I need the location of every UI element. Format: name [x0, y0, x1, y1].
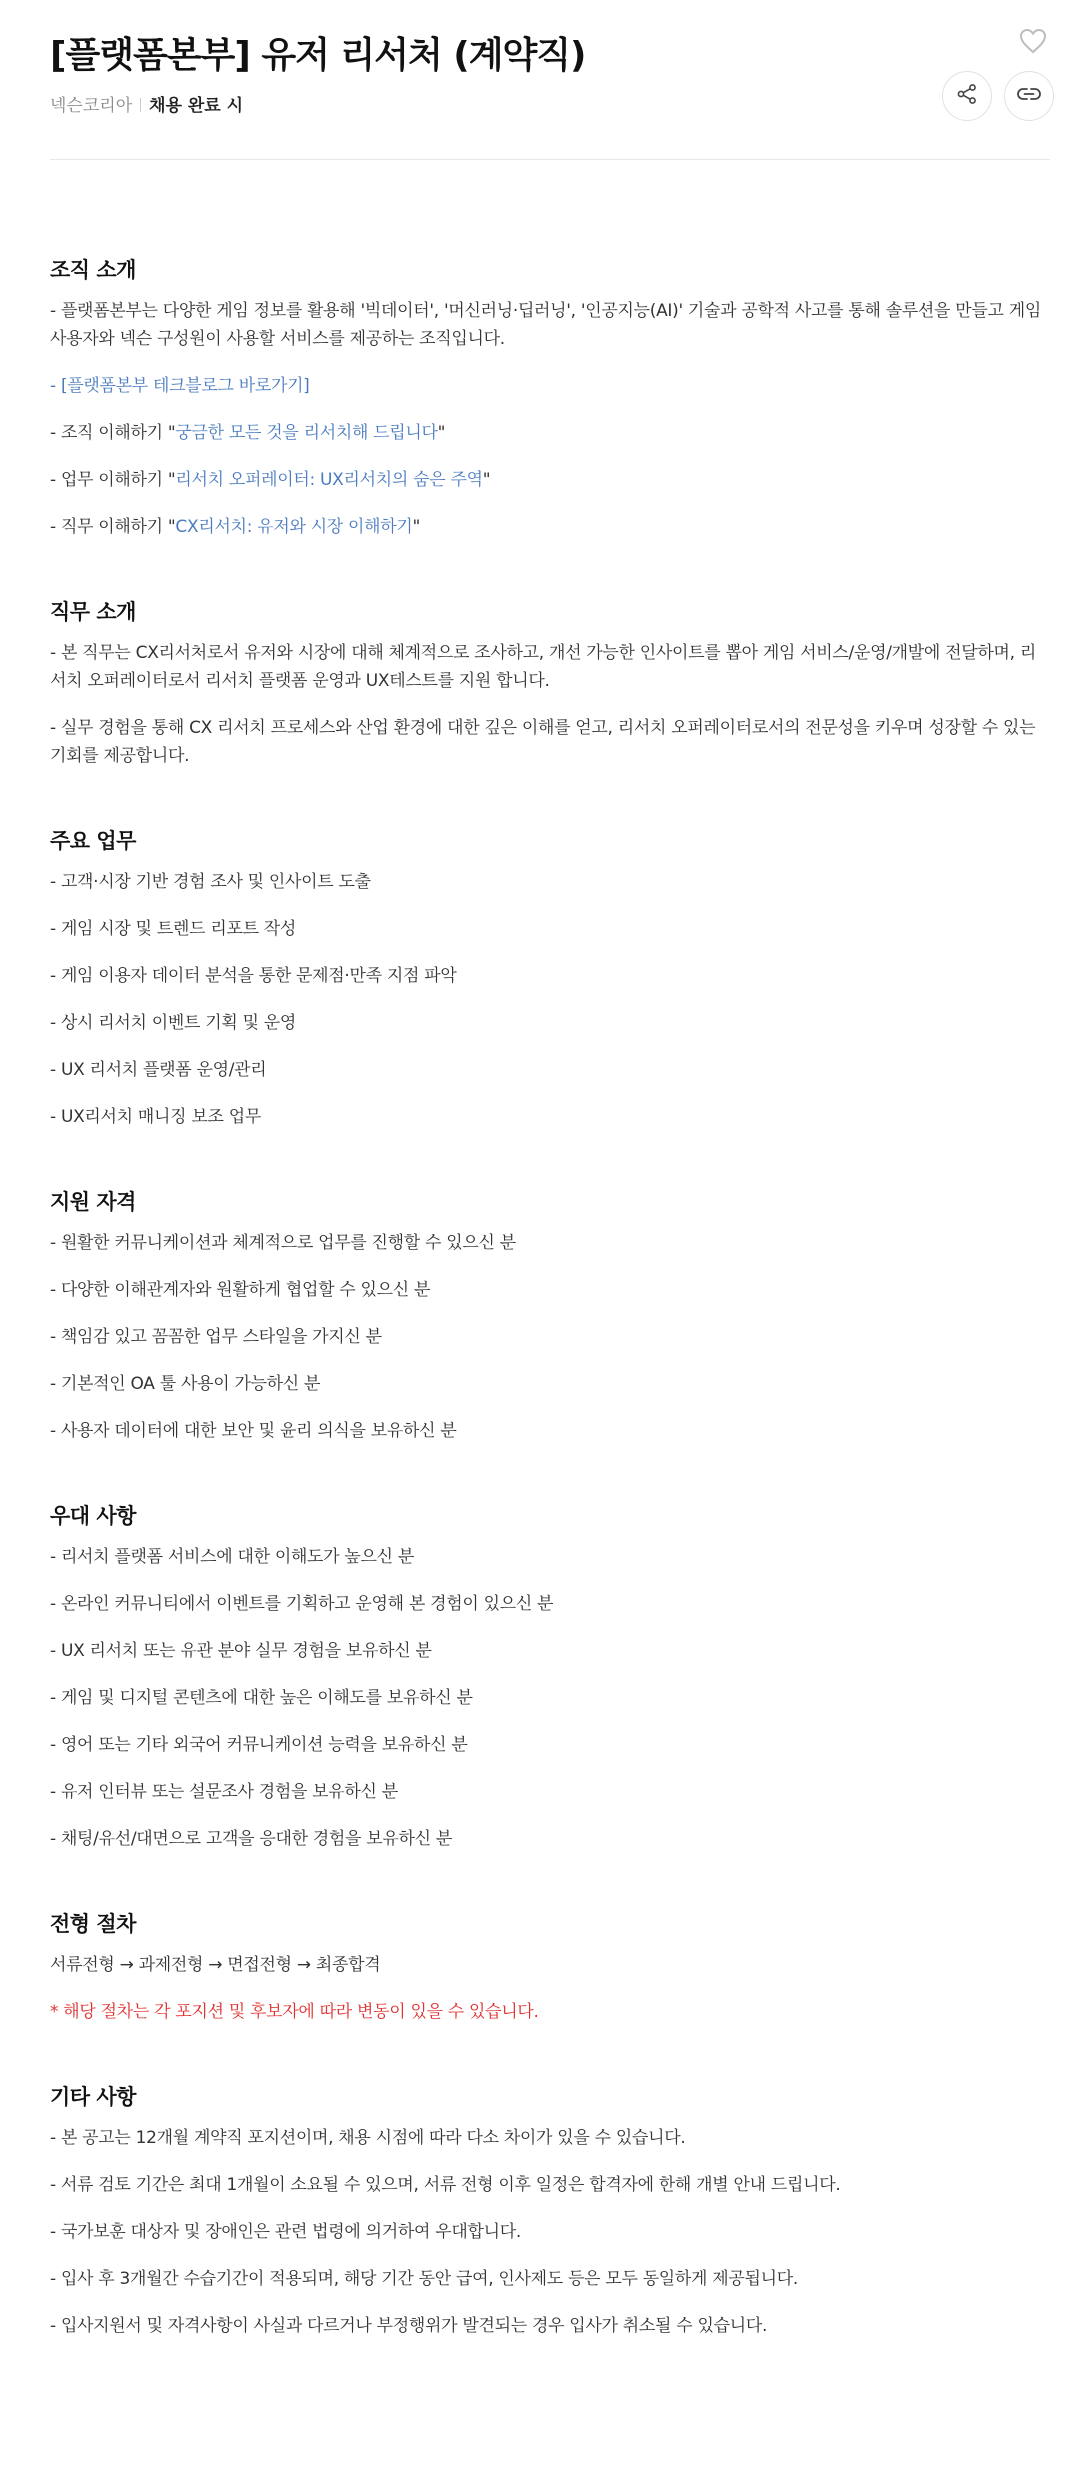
list-item: - UX 리서치 또는 유관 분야 실무 경험을 보유하신 분: [50, 1641, 432, 1661]
job-description: [50, 255, 1050, 2396]
list-item: - 입사지원서 및 자격사항이 사실과 다르거나 부정행위가 발견되는 경우 입사가 취소될 수 있습니다.: [50, 2316, 768, 2336]
section-heading: 기타 사항: [50, 2085, 136, 2109]
share-button[interactable]: [942, 71, 992, 121]
list-item: - 입사 후 3개월간 수습기간이 적용되며, 해당 기간 동안 급여, 인사제도 등은 모두 동일하게 제공됩니다.: [50, 2269, 798, 2289]
org-link-line: [50, 513, 1050, 541]
heart-icon: [1019, 28, 1047, 58]
section-main-duties: [50, 826, 1050, 1131]
deadline-status: 채용 완료 시: [149, 96, 244, 116]
company-name: 넥슨코리아: [50, 96, 133, 116]
process-steps: 서류전형 → 과제전형 → 면접전형 → 최종합격: [50, 1955, 381, 1975]
list-item: - 다양한 이해관계자와 원활하게 협업할 수 있으신 분: [50, 1280, 431, 1300]
link-prefix: - 업무 이해하기 ": [50, 470, 176, 490]
list-item: - 유저 인터뷰 또는 설문조사 경험을 보유하신 분: [50, 1782, 398, 1802]
job-meta: [50, 94, 243, 118]
list-item: - 본 공고는 12개월 계약직 포지션이며, 채용 시점에 따라 다소 차이가 있을 수 있습니다.: [50, 2128, 686, 2148]
section-heading: 직무 소개: [50, 600, 136, 624]
list-item: - 책임감 있고 꼼꼼한 업무 스타일을 가지신 분: [50, 1327, 382, 1347]
list-item: - 기본적인 OA 툴 사용이 가능하신 분: [50, 1374, 321, 1394]
org-description: - 플랫폼본부는 다양한 게임 정보를 활용해 '빅데이터', '머신러닝·딥러닝', '인공지능(AI)' 기술과 공학적 사고를 통해 솔루션을 만들고 게임 사용자와 넥슨 구성원이 사용할 서비스를 제공하는 조직입니다.: [50, 301, 1041, 349]
link-suffix: ": [482, 470, 491, 490]
list-item: - 상시 리서치 이벤트 기획 및 운영: [50, 1013, 297, 1033]
list-item: - 사용자 데이터에 대한 보안 및 윤리 의식을 보유하신 분: [50, 1421, 457, 1441]
link-icon: [1016, 83, 1042, 109]
article-link[interactable]: 궁금한 모든 것을 리서치해 드립니다: [175, 423, 438, 443]
list-item: - 채팅/유선/대면으로 고객을 응대한 경험을 보유하신 분: [50, 1829, 452, 1849]
section-job-intro: [50, 597, 1050, 770]
list-item: - 국가보훈 대상자 및 장애인은 관련 법령에 의거하여 우대합니다.: [50, 2222, 521, 2242]
link-suffix: ": [437, 423, 446, 443]
section-etc: [50, 2082, 1050, 2340]
section-hiring-process: [50, 1909, 1050, 2026]
process-note: * 해당 절차는 각 포지션 및 후보자에 따라 변동이 있을 수 있습니다.: [50, 2002, 539, 2022]
link-prefix: - 직무 이해하기 ": [50, 517, 176, 537]
link-prefix: - 조직 이해하기 ": [50, 423, 176, 443]
list-item: - 리서치 플랫폼 서비스에 대한 이해도가 높으신 분: [50, 1547, 415, 1567]
list-item: - 실무 경험을 통해 CX 리서치 프로세스와 산업 환경에 대한 깊은 이해를 얻고, 리서치 오퍼레이터로서의 전문성을 키우며 성장할 수 있는 기회를 제공합니다.: [50, 718, 1036, 766]
list-item: - UX리서치 매니징 보조 업무: [50, 1107, 261, 1127]
list-item: - 게임 시장 및 트렌드 리포트 작성: [50, 919, 297, 939]
list-item: - 원활한 커뮤니케이션과 체계적으로 업무를 진행할 수 있으신 분: [50, 1233, 516, 1253]
section-preferred: [50, 1501, 1050, 1853]
section-heading: 지원 자격: [50, 1190, 136, 1214]
section-heading: 우대 사항: [50, 1504, 136, 1528]
share-icon: [956, 83, 978, 109]
list-item: - 고객·시장 기반 경험 조사 및 인사이트 도출: [50, 872, 371, 892]
section-heading: 조직 소개: [50, 258, 136, 282]
page-title: [플랫폼본부] 유저 리서처 (계약직): [50, 35, 586, 76]
list-item: - 영어 또는 기타 외국어 커뮤니케이션 능력을 보유하신 분: [50, 1735, 468, 1755]
copy-link-button[interactable]: [1004, 71, 1054, 121]
link-suffix: ": [412, 517, 421, 537]
list-item: - UX 리서치 플랫폼 운영/관리: [50, 1060, 267, 1080]
org-link-line: [50, 466, 1050, 494]
article-link[interactable]: 리서치 오퍼레이터: UX리서치의 숨은 주역: [175, 470, 483, 490]
article-link[interactable]: CX리서치: 유저와 시장 이해하기: [175, 517, 413, 537]
org-link-line: [50, 419, 1050, 447]
section-heading: 주요 업무: [50, 829, 136, 853]
job-header: [50, 0, 1050, 160]
list-item: - 게임 및 디지털 콘텐츠에 대한 높은 이해도를 보유하신 분: [50, 1688, 473, 1708]
techblog-link[interactable]: - [플랫폼본부 테크블로그 바로가기]: [50, 376, 310, 396]
section-heading: 전형 절차: [50, 1912, 136, 1936]
section-org-intro: [50, 255, 1050, 541]
list-item: - 게임 이용자 데이터 분석을 통한 문제점·만족 지점 파악: [50, 966, 457, 986]
list-item: - 서류 검토 기간은 최대 1개월이 소요될 수 있으며, 서류 전형 이후 일정은 합격자에 한해 개별 안내 드립니다.: [50, 2175, 841, 2195]
meta-divider: [140, 98, 141, 112]
list-item: - 온라인 커뮤니티에서 이벤트를 기획하고 운영해 본 경험이 있으신 분: [50, 1594, 554, 1614]
section-qualifications: [50, 1187, 1050, 1445]
list-item: - 본 직무는 CX리서처로서 유저와 시장에 대해 체계적으로 조사하고, 개선 가능한 인사이트를 뽑아 게임 서비스/운영/개발에 전달하며, 리서치 오퍼레이터로서 리서치 플랫폼 운영과 UX테스트를 지원 합니다.: [50, 643, 1036, 691]
favorite-button[interactable]: [1016, 26, 1050, 60]
